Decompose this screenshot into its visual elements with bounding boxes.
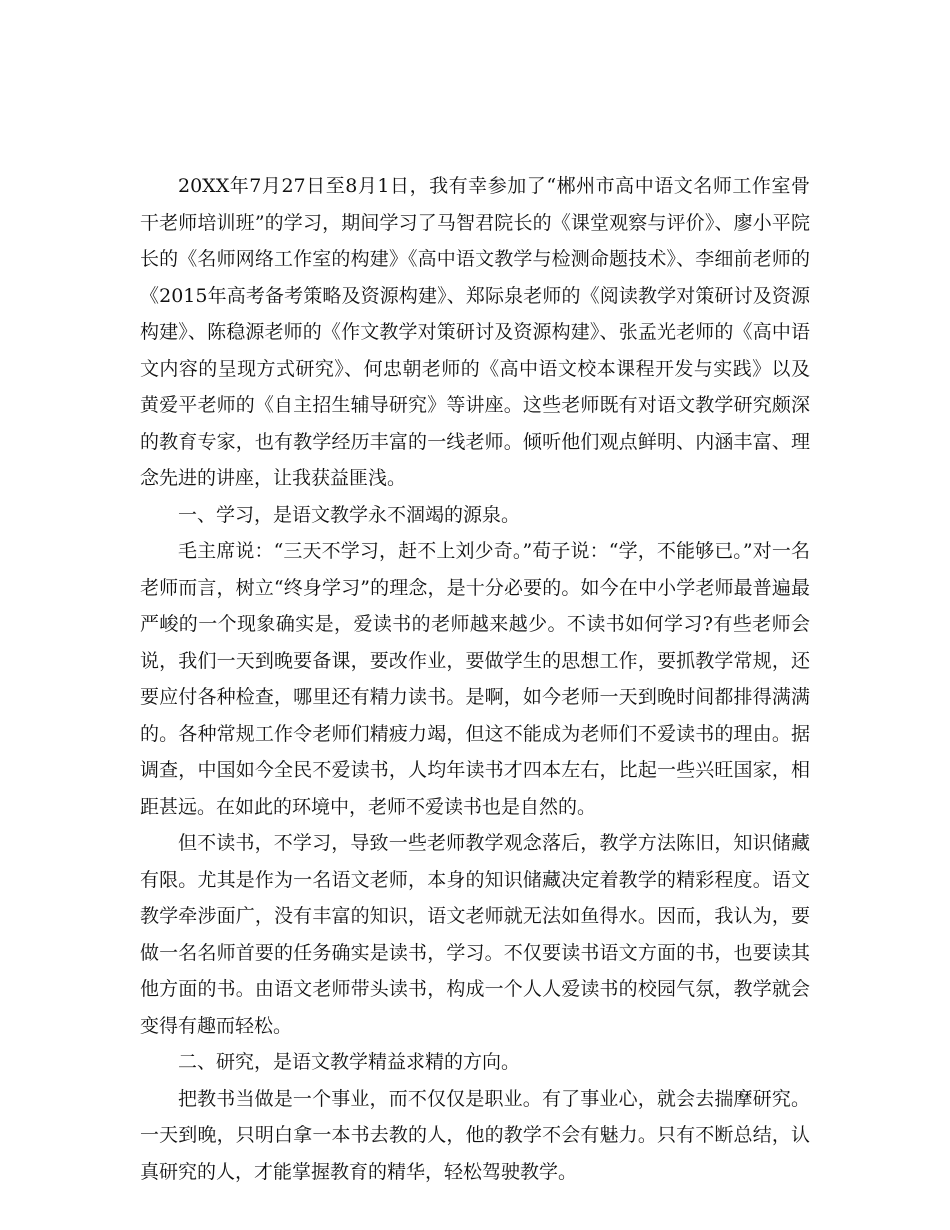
document-body [140,168,810,1190]
paragraph-intro: 20XX年7月27日至8月1日，我有幸参加了“郴州市高中语文名师工作室骨干老师培训班”的学习，期间学习了马智君院长的《课堂观察与评价》、廖小平院长的《名师网络工作室的构建》《高中语文教学与检测命题技术》、李细前老师的《2015年高考备考策略及资源构建》、郑际泉老师的《阅读教学对策研讨及资源构建》、陈稳源老师的《作文教学对策研讨及资源构建》、张孟光老师的《高中语文内容的呈现方式研究》、何忠朝老师的《高中语文校本课程开发与实践》以及黄爱平老师的《自主招生辅导研究》等讲座。这些老师既有对语文教学研究颇深的教育专家，也有教学经历丰富的一线老师。倾听他们观点鲜明、内涵丰富、理念先进的讲座，让我获益匪浅。 [140,175,810,489]
section-heading-2: 二、研究，是语文教学精益求精的方向。 [178,1051,521,1073]
paragraph-reading: 但不读书，不学习，导致一些老师教学观念落后，教学方法陈旧，知识储藏有限。尤其是作为一名语文老师，本身的知识储藏决定着教学的精彩程度。语文教学牵涉面广，没有丰富的知识，语文老师就无法如鱼得水。因而，我认为，要做一名名师首要的任务确实是读书，学习。不仅要读书语文方面的书，也要读其他方面的书。由语文老师带头读书，构成一个人人爱读书的校园气氛，教学就会变得有趣而轻松。 [140,832,810,1037]
section-heading-1: 一、学习，是语文教学永不涸竭的源泉。 [178,503,521,526]
paragraph-research: 把教书当做是一个事业，而不仅仅是职业。有了事业心，就会去揣摩研究。一天到晚，只明白拿一本书去教的人，他的教学不会有魅力。只有不断总结，认真研究的人，才能掌握教育的精华，轻松驾驶教学。 [140,1087,810,1183]
paragraph-learning: 毛主席说：“三天不学习，赶不上刘少奇。”荀子说：“学，不能够已。”对一名老师而言，树立“终身学习”的理念，是十分必要的。如今在中小学老师最普遍最严峻的一个现象确实是，爱读书的老师越来越少。不读书如何学习?有些老师会说，我们一天到晚要备课，要改作业，要做学生的思想工作，要抓教学常规，还要应付各种检查，哪里还有精力读书。是啊，如今老师一天到晚时间都排得满满的。各种常规工作令老师们精疲力竭，但这不能成为老师们不爱读书的理由。据调查，中国如今全民不爱读书，人均年读书才四本左右，比起一些兴旺国家，相距甚远。在如此的环境中，老师不爱读书也是自然的。 [140,540,810,818]
